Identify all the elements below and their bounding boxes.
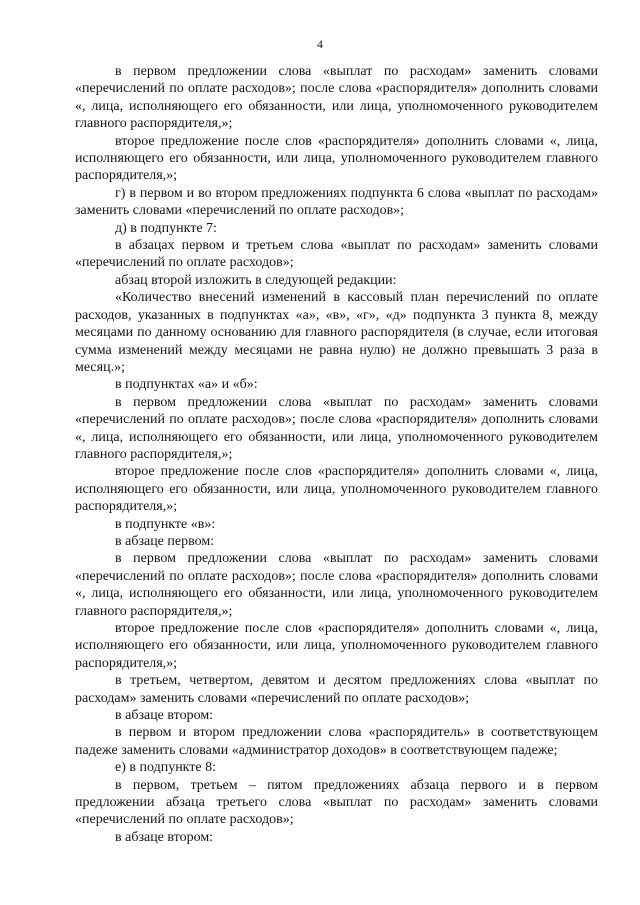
page-number: 4 bbox=[317, 37, 323, 51]
paragraph: абзац второй изложить в следующей редакции: bbox=[115, 272, 397, 288]
paragraph: г) в первом и во втором предложениях подпункта 6 слова «выплат по расходам» заменить словами «перечислений по оплате расходов»; bbox=[75, 185, 598, 219]
paragraph: в первом предложении слова «выплат по расходам» заменить словами «перечислений по оплате расходов»; после слова «распорядителя» дополнить словами «, лица, исполняющего его обязанности, или лица, уполномоченного руководителем главного распорядителя,»; bbox=[75, 64, 598, 132]
paragraph: в абзаце первом: bbox=[115, 533, 215, 549]
paragraph: е) в подпункте 8: bbox=[115, 760, 217, 776]
paragraph: второе предложение после слов «распорядителя» дополнить словами «, лица, исполняющего его обязанности, или лица, уполномоченного руководителем главного распорядителя,»; bbox=[75, 133, 598, 184]
paragraph: второе предложение после слов «распорядителя» дополнить словами «, лица, исполняющего его обязанности, или лица, уполномоченного руководителем главного распорядителя,»; bbox=[75, 621, 598, 671]
paragraph: в абзацах первом и третьем слова «выплат по расходам» заменить словами «перечислений по оплате расходов»; bbox=[75, 238, 598, 271]
paragraph: второе предложение после слов «распорядителя» дополнить словами «, лица, исполняющего его обязанности, или лица, уполномоченного руководителем главного распорядителя,»; bbox=[75, 464, 598, 515]
paragraph: в абзаце втором: bbox=[115, 829, 214, 845]
paragraph: в третьем, четвертом, девятом и десятом предложениях слова «выплат по расходам» заменить словами «перечислений по оплате расходов»; bbox=[75, 673, 598, 706]
document-body bbox=[75, 63, 598, 846]
paragraph: в первом предложении слова «выплат по расходам» заменить словами «перечислений по оплате расходов»; после слова «распорядителя» дополнить словами «, лица, исполняющего его обязанности, или лица, уполномоченного руководителем главного распорядителя,»; bbox=[75, 394, 598, 462]
paragraph: «Количество внесений изменений в кассовый план перечислений по оплате расходов, указанных в подпунктах «а», «в», «г», «д» подпункта 3 пункта 8, между месяцами по данному основанию для главного распорядителя (в случае, если итоговая сумма изменений между месяцами не равна нулю) не должно превышать 3 раза в месяц.»; bbox=[75, 290, 598, 375]
paragraph: в абзаце втором: bbox=[115, 708, 214, 724]
paragraph: д) в подпункте 7: bbox=[115, 220, 217, 236]
paragraph: в подпунктах «а» и «б»: bbox=[115, 377, 258, 393]
paragraph: в первом, третьем – пятом предложениях абзаца первого и в первом предложении абзаца третьего слова «выплат по расходам» заменить словами «перечислений по оплате расходов»; bbox=[75, 777, 598, 828]
paragraph: в подпункте «в»: bbox=[115, 516, 216, 532]
paragraph: в первом предложении слова «выплат по расходам» заменить словами «перечислений по оплате расходов»; после слова «распорядителя» дополнить словами «, лица, исполняющего его обязанности, или лица, уполномоченного руководителем главного распорядителя,»; bbox=[75, 551, 598, 619]
paragraph: в первом и втором предложении слова «распорядитель» в соответствующем падеже заменить словами «администратор доходов» в соответствующем падеже; bbox=[75, 725, 598, 758]
